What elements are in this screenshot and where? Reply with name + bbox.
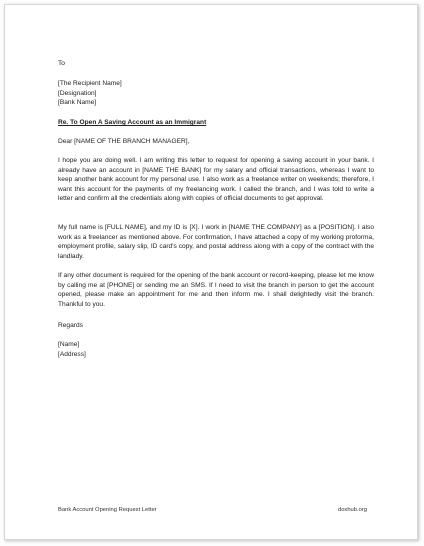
signature-name: [Name] [58,341,80,348]
letter-page [4,4,418,540]
recipient-designation: [Designation] [58,89,97,97]
letter-paragraph-3: If any other document is required for the opening of the bank account or record-keeping, please let me know by calling me at [PHONE] or sending me an SMS. If I need to visit the branch in person to get the account opened, please make an appointment for me and then inform me. I shall delightedly visit the branch. Thankful to you. [58,272,374,308]
signature-address: [Address] [58,350,86,358]
letter-closing: Regards [58,322,83,329]
to-label: To [58,60,65,67]
letter-paragraph-2: My full name is [FULL NAME], and my ID is [X]. I work in [NAME THE COMPANY] as a [POSITION]. I also work as a freelancer as mentioned above. For confirmation, I have attached a copy of my working proforma, employment profile, salary slip, ID card's copy, and postal address along with a copy of the contract with the landlady. [58,224,374,260]
footer-document-title: Bank Account Opening Request Letter [58,507,157,513]
letter-subject: Re. To Open A Saving Account as an Immigrant [58,119,207,126]
footer-site-name: doxhub.org [337,507,367,513]
letter-paragraph-1: I hope you are doing well. I am writing this letter to request for opening a saving account in your bank. I already have an account in [NAME THE BANK] for my salary and official transactions, whereas I want to keep another bank account for my personal use. I also work as a freelance writer on weekends; therefore, I want this account for the payments of my freelancing work. I called the branch, and I was told to write a letter and confirm all the credentials along with copies of official documents to get approval. [58,157,374,203]
recipient-bank-name: [Bank Name] [58,99,97,107]
signature-block [58,340,86,359]
letter-salutation: Dear [NAME OF THE BRANCH MANAGER], [58,138,190,145]
recipient-name: [The Recipient Name] [58,80,122,87]
recipient-block [58,79,122,108]
